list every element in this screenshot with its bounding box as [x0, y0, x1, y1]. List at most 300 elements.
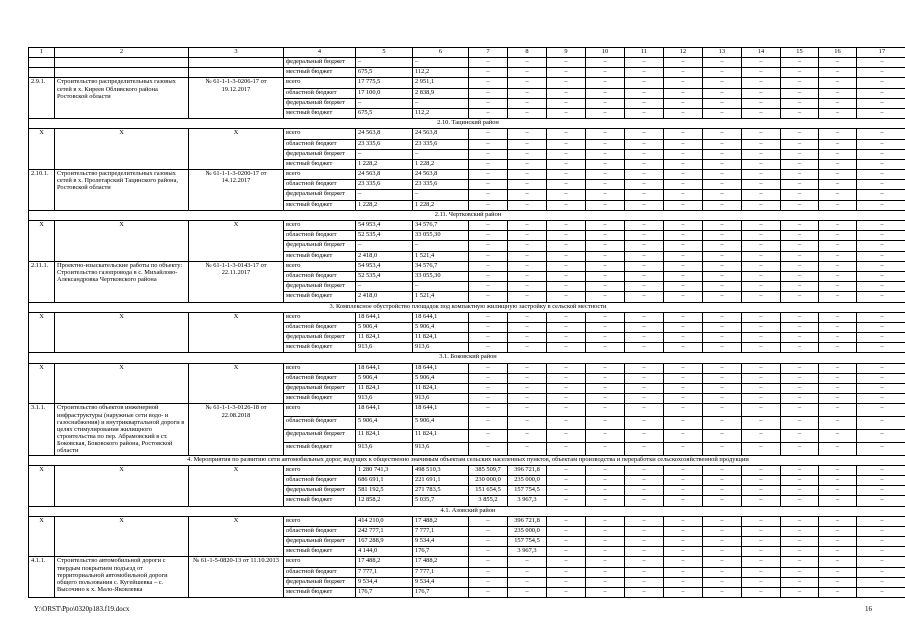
amount-cell: –	[819, 373, 857, 383]
amount-cell: –	[857, 475, 905, 485]
amount-cell: –	[742, 588, 781, 598]
amount-cell: –	[664, 292, 703, 302]
document-ref-cell: Х	[189, 312, 284, 353]
amount-cell: –	[781, 58, 819, 68]
amount-cell: –	[819, 404, 857, 417]
amount-cell: –	[781, 312, 819, 322]
amount-cell: –	[586, 486, 625, 496]
amount-cell: –	[547, 526, 586, 536]
amount-cell: –	[819, 180, 857, 190]
amount-cell: –	[742, 170, 781, 180]
funding-source-cell: федеральный бюджет	[284, 282, 356, 292]
amount-cell: –	[586, 241, 625, 251]
amount-cell: –	[819, 159, 857, 169]
table-row	[29, 404, 905, 417]
amount-cell: –	[625, 322, 664, 332]
funding-source-cell: местный бюджет	[284, 588, 356, 598]
amount-cell: –	[547, 68, 586, 78]
document-ref-cell: № 61-1-5-0820-13 от 11.10.2013	[189, 557, 284, 598]
amount-cell: –	[781, 322, 819, 332]
amount-cell: –	[547, 190, 586, 200]
amount-cell: –	[781, 78, 819, 88]
amount-cell: –	[819, 231, 857, 241]
amount-cell: –	[547, 404, 586, 417]
document-ref-cell: № 61-1-1-3-0206-17 от 19.12.2017	[189, 78, 284, 119]
amount-cell: –	[857, 465, 905, 475]
section-heading: 4.1. Азовский район	[29, 506, 905, 516]
amount-cell: –	[586, 588, 625, 598]
amount-cell: –	[703, 496, 742, 506]
amount-cell: –	[857, 221, 905, 231]
amount-cell: –	[664, 190, 703, 200]
amount-cell: –	[547, 231, 586, 241]
amount-cell: –	[508, 282, 547, 292]
amount-cell: –	[664, 159, 703, 169]
amount-cell: –	[625, 139, 664, 149]
amount-cell: –	[857, 231, 905, 241]
amount-cell: –	[703, 322, 742, 332]
row-number-cell: 2.11.1.	[29, 261, 55, 302]
amount-cell: –	[664, 108, 703, 118]
amount-cell: –	[742, 58, 781, 68]
funding-source-cell: местный бюджет	[284, 159, 356, 169]
amount-cell: –	[857, 159, 905, 169]
funding-source-cell: областной бюджет	[284, 180, 356, 190]
funding-source-cell: областной бюджет	[284, 373, 356, 383]
amount-cell: –	[356, 98, 413, 108]
amount-cell: –	[547, 129, 586, 139]
funding-source-cell: всего	[284, 312, 356, 322]
funding-source-cell: местный бюджет	[284, 108, 356, 118]
amount-cell: –	[857, 537, 905, 547]
amount-cell: –	[586, 404, 625, 417]
amount-cell: 17 775,5	[356, 78, 413, 88]
amount-cell: –	[586, 516, 625, 526]
amount-cell: –	[742, 261, 781, 271]
funding-source-cell: местный бюджет	[284, 251, 356, 261]
amount-cell: –	[356, 58, 413, 68]
object-name-cell: Х	[55, 221, 189, 262]
amount-cell: 3 967,3	[508, 547, 547, 557]
budget-table	[28, 47, 905, 598]
object-name-cell: Х	[55, 465, 189, 506]
funding-source-cell: областной бюджет	[284, 322, 356, 332]
amount-cell: –	[857, 292, 905, 302]
amount-cell: 230 000,0	[469, 475, 508, 485]
amount-cell: –	[664, 200, 703, 210]
table-row	[29, 465, 905, 475]
amount-cell: –	[857, 486, 905, 496]
amount-cell: –	[703, 129, 742, 139]
amount-cell: –	[625, 373, 664, 383]
amount-cell: –	[742, 373, 781, 383]
amount-cell: –	[664, 129, 703, 139]
amount-cell: –	[703, 333, 742, 343]
object-name-cell: Проектно-изыскательские работы по объекту: Строительство газопровода в с. Михайлово-Александровка Чертковского района	[55, 261, 189, 302]
amount-cell: –	[781, 537, 819, 547]
funding-source-cell: областной бюджет	[284, 139, 356, 149]
section-heading: 2.11. Чертковский район	[29, 210, 905, 220]
amount-cell: –	[857, 139, 905, 149]
amount-cell: –	[469, 363, 508, 373]
document-ref-cell: Х	[189, 129, 284, 170]
amount-cell: –	[819, 363, 857, 373]
amount-cell: –	[819, 475, 857, 485]
amount-cell: –	[508, 322, 547, 332]
amount-cell: –	[819, 149, 857, 159]
amount-cell: –	[625, 577, 664, 587]
amount-cell: –	[508, 343, 547, 353]
column-number-row	[29, 48, 905, 58]
amount-cell: –	[857, 312, 905, 322]
amount-cell: –	[625, 241, 664, 251]
amount-cell: –	[857, 68, 905, 78]
amount-cell: –	[664, 475, 703, 485]
amount-cell: 112,2	[413, 108, 469, 118]
amount-cell: –	[819, 200, 857, 210]
amount-cell: –	[781, 180, 819, 190]
amount-cell: –	[664, 333, 703, 343]
footer-file-path: Y:\ORST\Ppo\0320p183.f19.docx	[34, 605, 130, 613]
amount-cell: –	[547, 537, 586, 547]
amount-cell: 11 824,1	[413, 333, 469, 343]
amount-cell: –	[664, 282, 703, 292]
amount-cell: –	[664, 496, 703, 506]
amount-cell: –	[625, 180, 664, 190]
amount-cell: 24 563,8	[356, 129, 413, 139]
object-name-cell: Строительство распределительных газовых сетей в х. Киреев Обливского района Ростовской области	[55, 78, 189, 119]
amount-cell: –	[742, 557, 781, 567]
amount-cell: –	[469, 557, 508, 567]
table-row	[29, 68, 905, 78]
amount-cell: –	[586, 88, 625, 98]
object-name-cell: Строительство распределительных газовых сетей в х. Пролетарский Тацинского района, Ростовской области	[55, 170, 189, 211]
amount-cell: –	[469, 404, 508, 417]
amount-cell: –	[664, 526, 703, 536]
amount-cell: –	[664, 537, 703, 547]
amount-cell: –	[586, 496, 625, 506]
amount-cell: –	[781, 282, 819, 292]
amount-cell: –	[781, 139, 819, 149]
amount-cell: –	[857, 190, 905, 200]
amount-cell: –	[547, 312, 586, 322]
amount-cell: –	[664, 68, 703, 78]
amount-cell: 235 000,0	[508, 475, 547, 485]
amount-cell: –	[857, 394, 905, 404]
amount-cell: –	[356, 282, 413, 292]
amount-cell: –	[547, 200, 586, 210]
amount-cell: –	[703, 139, 742, 149]
funding-source-cell: всего	[284, 404, 356, 417]
funding-source-cell: всего	[284, 465, 356, 475]
amount-cell: –	[703, 442, 742, 455]
amount-cell: –	[469, 577, 508, 587]
column-number: 16	[819, 48, 857, 58]
amount-cell: 18 644,1	[413, 404, 469, 417]
amount-cell: –	[742, 251, 781, 261]
document-ref-cell	[189, 68, 284, 78]
amount-cell: –	[742, 526, 781, 536]
amount-cell: –	[819, 429, 857, 442]
amount-cell: –	[819, 170, 857, 180]
amount-cell: –	[703, 149, 742, 159]
funding-source-cell: местный бюджет	[284, 343, 356, 353]
amount-cell: –	[857, 282, 905, 292]
amount-cell: –	[586, 159, 625, 169]
amount-cell: –	[586, 129, 625, 139]
amount-cell: –	[547, 98, 586, 108]
funding-source-cell: всего	[284, 363, 356, 373]
amount-cell: –	[625, 417, 664, 430]
amount-cell: –	[625, 526, 664, 536]
amount-cell: –	[781, 343, 819, 353]
amount-cell: –	[625, 98, 664, 108]
amount-cell: –	[469, 98, 508, 108]
section-heading-row	[29, 210, 905, 220]
amount-cell: 581 192,5	[356, 486, 413, 496]
section-heading: 4. Мероприятия по развитию сети автомобильных дорог, ведущих к общественно значимым объектам сельских населенных пунктов, объектам производства и переработки сельскохозяйственной продукции	[29, 455, 905, 465]
amount-cell: –	[703, 516, 742, 526]
object-name-cell: Х	[55, 363, 189, 404]
amount-cell: –	[664, 384, 703, 394]
funding-source-cell: местный бюджет	[284, 68, 356, 78]
amount-cell: –	[781, 475, 819, 485]
amount-cell: –	[857, 271, 905, 281]
amount-cell: –	[413, 58, 469, 68]
amount-cell: 221 691,1	[413, 475, 469, 485]
amount-cell: –	[819, 496, 857, 506]
amount-cell: –	[664, 394, 703, 404]
amount-cell: –	[819, 241, 857, 251]
amount-cell: –	[508, 68, 547, 78]
section-heading-row	[29, 353, 905, 363]
object-name-cell: Х	[55, 516, 189, 557]
amount-cell: –	[703, 180, 742, 190]
amount-cell: –	[547, 108, 586, 118]
amount-cell: –	[586, 170, 625, 180]
amount-cell: –	[664, 221, 703, 231]
amount-cell: –	[742, 417, 781, 430]
table-row	[29, 78, 905, 88]
amount-cell: –	[586, 547, 625, 557]
amount-cell: –	[703, 231, 742, 241]
column-number: 14	[742, 48, 781, 58]
amount-cell: 54 953,4	[356, 221, 413, 231]
amount-cell: –	[819, 577, 857, 587]
amount-cell: –	[781, 241, 819, 251]
amount-cell: –	[586, 363, 625, 373]
amount-cell: –	[819, 68, 857, 78]
column-number: 2	[55, 48, 189, 58]
amount-cell: –	[469, 129, 508, 139]
amount-cell: 3 855,2	[469, 496, 508, 506]
amount-cell: –	[819, 486, 857, 496]
amount-cell: 18 644,1	[413, 363, 469, 373]
amount-cell: –	[703, 588, 742, 598]
amount-cell: –	[547, 577, 586, 587]
funding-source-cell: федеральный бюджет	[284, 58, 356, 68]
table-row	[29, 557, 905, 567]
amount-cell: –	[742, 129, 781, 139]
amount-cell: –	[703, 312, 742, 322]
amount-cell: 24 563,8	[413, 129, 469, 139]
amount-cell: 11 824,1	[413, 429, 469, 442]
amount-cell: –	[703, 429, 742, 442]
amount-cell: –	[819, 588, 857, 598]
amount-cell: –	[469, 58, 508, 68]
table-body	[29, 48, 905, 598]
amount-cell: 23 335,6	[413, 180, 469, 190]
amount-cell: –	[781, 363, 819, 373]
amount-cell: –	[819, 417, 857, 430]
document-ref-cell: Х	[189, 221, 284, 262]
amount-cell: –	[469, 282, 508, 292]
amount-cell: –	[781, 547, 819, 557]
column-number: 5	[356, 48, 413, 58]
section-heading-row	[29, 506, 905, 516]
amount-cell: –	[547, 58, 586, 68]
funding-source-cell: областной бюджет	[284, 417, 356, 430]
amount-cell: –	[508, 139, 547, 149]
amount-cell: –	[664, 577, 703, 587]
funding-source-cell: федеральный бюджет	[284, 384, 356, 394]
amount-cell: –	[781, 577, 819, 587]
amount-cell: –	[742, 312, 781, 322]
amount-cell: –	[625, 68, 664, 78]
amount-cell: –	[625, 547, 664, 557]
amount-cell: –	[703, 557, 742, 567]
funding-source-cell: федеральный бюджет	[284, 429, 356, 442]
amount-cell: 5 906,4	[356, 322, 413, 332]
amount-cell: –	[819, 516, 857, 526]
amount-cell: 5 906,4	[413, 373, 469, 383]
amount-cell: –	[703, 577, 742, 587]
amount-cell: –	[508, 241, 547, 251]
amount-cell: –	[508, 429, 547, 442]
table-row	[29, 516, 905, 526]
amount-cell: –	[664, 98, 703, 108]
amount-cell: –	[781, 486, 819, 496]
amount-cell: –	[547, 271, 586, 281]
table-row	[29, 363, 905, 373]
amount-cell: –	[586, 384, 625, 394]
amount-cell: –	[703, 363, 742, 373]
amount-cell: –	[664, 429, 703, 442]
amount-cell: –	[781, 292, 819, 302]
amount-cell: 23 335,6	[356, 180, 413, 190]
amount-cell: –	[469, 516, 508, 526]
amount-cell: –	[413, 190, 469, 200]
amount-cell: –	[857, 180, 905, 190]
amount-cell: –	[586, 333, 625, 343]
amount-cell: 9 534,4	[413, 537, 469, 547]
amount-cell: 4 144,0	[356, 547, 413, 557]
amount-cell: 112,2	[413, 68, 469, 78]
amount-cell: –	[586, 282, 625, 292]
amount-cell: –	[857, 547, 905, 557]
amount-cell: –	[857, 170, 905, 180]
amount-cell: –	[508, 417, 547, 430]
amount-cell: –	[703, 567, 742, 577]
funding-source-cell: областной бюджет	[284, 271, 356, 281]
amount-cell: –	[781, 149, 819, 159]
amount-cell: –	[547, 588, 586, 598]
amount-cell: 675,5	[356, 68, 413, 78]
amount-cell: –	[819, 333, 857, 343]
amount-cell: –	[625, 282, 664, 292]
amount-cell: –	[586, 98, 625, 108]
amount-cell: –	[703, 58, 742, 68]
amount-cell: –	[742, 333, 781, 343]
amount-cell: –	[703, 241, 742, 251]
amount-cell: –	[508, 363, 547, 373]
amount-cell: –	[625, 261, 664, 271]
amount-cell: –	[469, 343, 508, 353]
amount-cell: 52 535,4	[356, 271, 413, 281]
amount-cell: –	[742, 221, 781, 231]
amount-cell: –	[703, 78, 742, 88]
amount-cell: 11 824,1	[356, 429, 413, 442]
amount-cell: –	[664, 486, 703, 496]
amount-cell: –	[356, 149, 413, 159]
amount-cell: –	[508, 200, 547, 210]
amount-cell: 498 510,3	[413, 465, 469, 475]
amount-cell: –	[781, 404, 819, 417]
amount-cell: 54 953,4	[356, 261, 413, 271]
amount-cell: –	[819, 271, 857, 281]
amount-cell: –	[664, 241, 703, 251]
amount-cell: –	[781, 516, 819, 526]
amount-cell: –	[625, 200, 664, 210]
amount-cell: –	[664, 567, 703, 577]
amount-cell: –	[625, 442, 664, 455]
funding-source-cell: местный бюджет	[284, 496, 356, 506]
amount-cell: –	[508, 333, 547, 343]
amount-cell: 5 906,4	[356, 373, 413, 383]
amount-cell: 271 783,5	[413, 486, 469, 496]
funding-source-cell: местный бюджет	[284, 292, 356, 302]
column-number: 11	[625, 48, 664, 58]
amount-cell: –	[586, 292, 625, 302]
amount-cell: –	[781, 231, 819, 241]
amount-cell: 686 691,1	[356, 475, 413, 485]
amount-cell: –	[469, 139, 508, 149]
amount-cell: 24 563,8	[413, 170, 469, 180]
amount-cell: –	[586, 108, 625, 118]
amount-cell: –	[625, 496, 664, 506]
amount-cell: –	[413, 282, 469, 292]
amount-cell: –	[857, 496, 905, 506]
column-number: 4	[284, 48, 356, 58]
amount-cell: 11 824,1	[356, 333, 413, 343]
amount-cell: 5 906,4	[413, 417, 469, 430]
amount-cell: –	[469, 384, 508, 394]
amount-cell: –	[781, 567, 819, 577]
funding-source-cell: областной бюджет	[284, 88, 356, 98]
amount-cell: 7 777,1	[413, 526, 469, 536]
amount-cell: –	[469, 547, 508, 557]
amount-cell: –	[742, 516, 781, 526]
amount-cell: –	[857, 261, 905, 271]
funding-source-cell: федеральный бюджет	[284, 241, 356, 251]
amount-cell: –	[508, 577, 547, 587]
amount-cell: 7 777,1	[413, 567, 469, 577]
amount-cell: –	[664, 465, 703, 475]
amount-cell: –	[469, 537, 508, 547]
row-number-cell: Х	[29, 465, 55, 506]
amount-cell: –	[625, 312, 664, 322]
amount-cell: –	[547, 567, 586, 577]
